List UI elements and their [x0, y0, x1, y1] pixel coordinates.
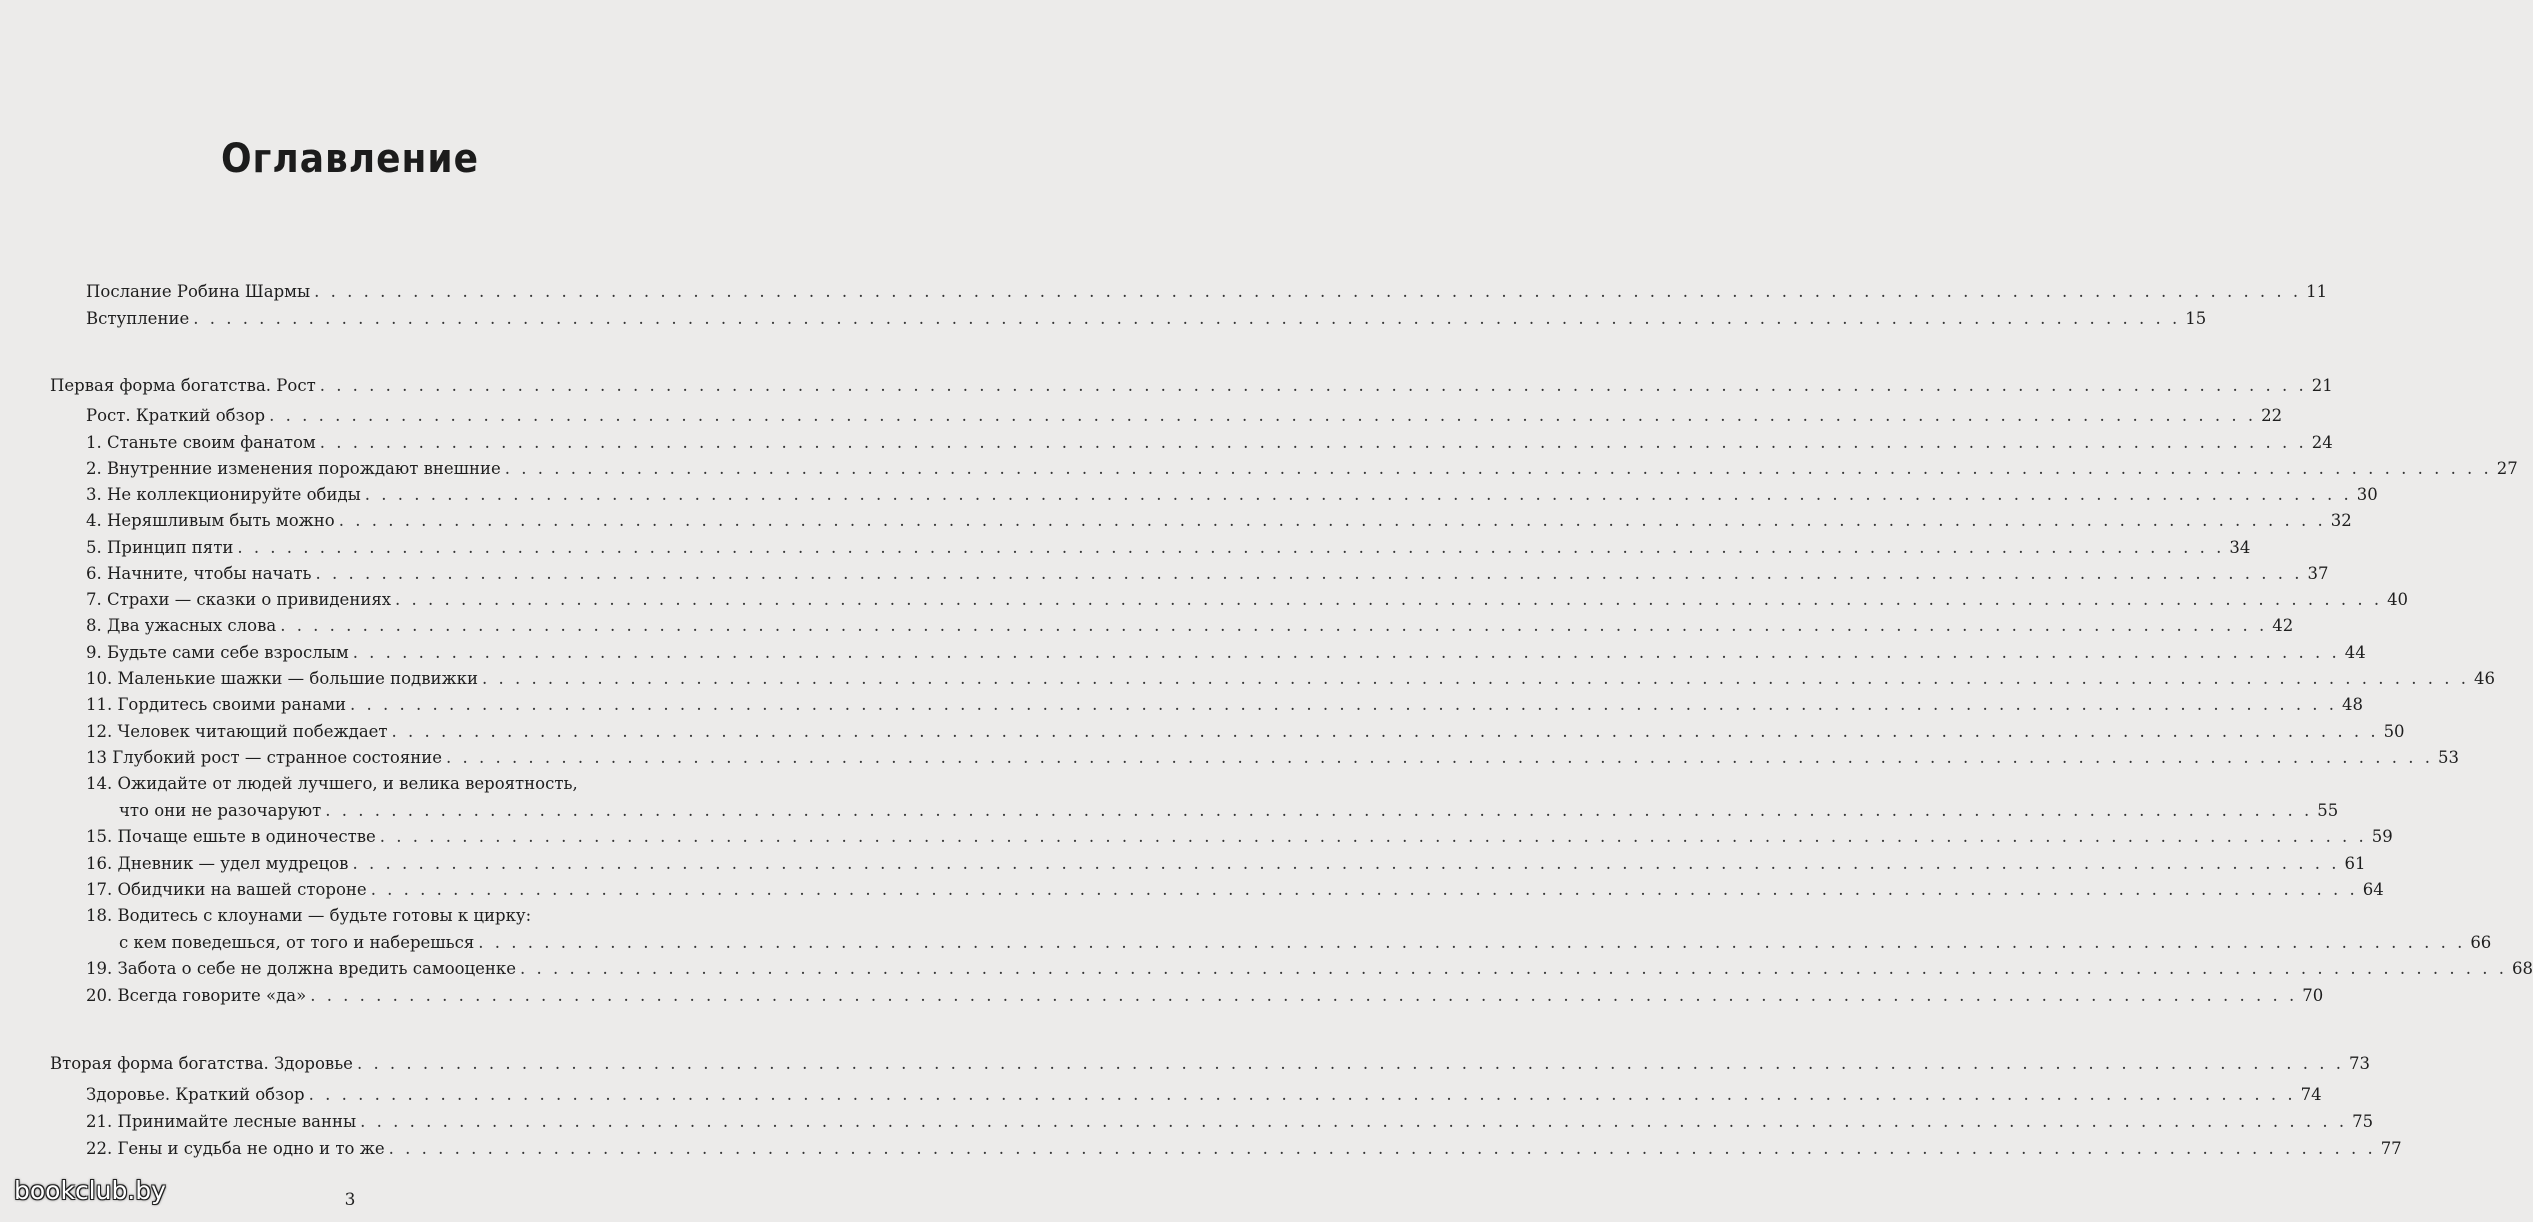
toc-page-number: 59 — [2371, 827, 2393, 846]
toc-entry-title: 16. Дневник — удел мудрецов — [86, 854, 349, 873]
toc-entry-title: Рост. Краткий обзор — [86, 406, 266, 425]
leader-dots — [193, 307, 2180, 331]
toc-entry-title: 21. Принимайте лесные ванны — [86, 1112, 357, 1131]
toc-entry — [0, 404, 2283, 428]
toc-entry — [0, 825, 2393, 849]
leader-dots — [389, 1137, 2376, 1161]
toc-entry — [0, 667, 2495, 691]
toc-entry — [0, 536, 2251, 560]
toc-entry-title: Вторая форма богатства. Здоровье — [50, 1054, 353, 1073]
toc-page-number: 74 — [2300, 1085, 2322, 1104]
leader-dots — [325, 799, 2312, 823]
toc-entry-title: 20. Всегда говорите «да» — [86, 986, 307, 1005]
toc-entry — [0, 957, 2533, 981]
toc-entry — [0, 588, 2409, 612]
toc-entry-title-continued: с кем поведешься, от того и наберешься — [119, 933, 475, 952]
leader-dots — [482, 667, 2469, 691]
toc-page-number: 55 — [2317, 801, 2339, 820]
toc-entry-title: Первая форма богатства. Рост — [50, 376, 316, 395]
toc-entry — [0, 1137, 2402, 1161]
leader-dots — [478, 931, 2465, 955]
toc-entry — [0, 1083, 2322, 1107]
toc-page-number: 22 — [2261, 406, 2283, 425]
watermark-logo: bookclub.by — [14, 1176, 166, 1205]
toc-entry — [0, 562, 2329, 586]
leader-dots — [365, 483, 2352, 507]
leader-dots — [352, 852, 2339, 876]
toc-entry — [0, 984, 2324, 1008]
toc-page-number: 44 — [2344, 643, 2366, 662]
toc-entry — [0, 1110, 2374, 1134]
toc-entry — [0, 307, 2207, 331]
toc-entry — [0, 431, 2333, 455]
toc-entry-title: 18. Водитесь с клоунами — будьте готовы к цирку: — [86, 906, 532, 925]
toc-page-number: 15 — [2185, 309, 2207, 328]
toc-entry — [0, 931, 2492, 955]
toc-entry-title: 5. Принцип пяти — [86, 538, 234, 557]
leader-dots — [392, 720, 2379, 744]
toc-page-number: 53 — [2438, 748, 2459, 767]
toc-page-number: 68 — [2512, 959, 2533, 978]
toc-page-number: 32 — [2330, 511, 2352, 530]
leader-dots — [360, 1110, 2347, 1134]
toc-entry-title: 14. Ожидайте от людей лучшего, и велика вероятность, — [86, 774, 578, 793]
toc-entry — [0, 457, 2518, 481]
leader-dots — [315, 562, 2302, 586]
leader-dots — [395, 588, 2382, 612]
toc-entry-line — [0, 904, 770, 928]
toc-entry — [0, 746, 2459, 770]
toc-entry-title: 10. Маленькие шажки — большие подвижки — [86, 669, 478, 688]
leader-dots — [350, 693, 2337, 717]
toc-entry — [0, 509, 2352, 533]
toc-entry-title: 6. Начните, чтобы начать — [86, 564, 312, 583]
toc-page-number: 73 — [2348, 1054, 2370, 1073]
toc-page-number: 75 — [2352, 1112, 2374, 1131]
toc-page-number: 27 — [2496, 459, 2518, 478]
toc-entry-title: 2. Внутренние изменения порождают внешние — [86, 459, 501, 478]
toc-entry — [0, 614, 2294, 638]
toc-page-number: 11 — [2306, 282, 2328, 301]
toc-entry — [0, 852, 2366, 876]
toc-entry-title: 4. Неряшливым быть можно — [86, 511, 335, 530]
toc-entry-title: 17. Обидчики на вашей стороне — [86, 880, 367, 899]
toc-entry — [0, 720, 2405, 744]
toc-page-number: 61 — [2344, 854, 2366, 873]
leader-dots — [269, 404, 2256, 428]
toc-entry — [0, 280, 2328, 304]
toc-page-number: 46 — [2473, 669, 2495, 688]
leader-dots — [309, 1083, 2296, 1107]
toc-page-number: 30 — [2356, 485, 2378, 504]
leader-dots — [371, 878, 2358, 902]
toc-page-number: 37 — [2307, 564, 2329, 583]
toc-entry-title: 15. Почаще ешьте в одиночестве — [86, 827, 376, 846]
leader-dots — [446, 746, 2433, 770]
leader-dots — [380, 825, 2367, 849]
leader-dots — [357, 1052, 2344, 1076]
toc-entry-title: Послание Робина Шармы — [86, 282, 311, 301]
toc-page-number: 77 — [2380, 1139, 2402, 1158]
leader-dots — [320, 374, 2307, 398]
toc-page-number: 48 — [2342, 695, 2364, 714]
toc-section-entry — [0, 1052, 2370, 1076]
leader-dots — [505, 457, 2492, 481]
toc-entry — [0, 799, 2339, 823]
toc-entry-title: Вступление — [86, 309, 190, 328]
toc-entry — [0, 693, 2364, 717]
leader-dots — [314, 280, 2301, 304]
page-title: Оглавление — [220, 136, 480, 182]
leader-dots — [320, 431, 2307, 455]
leader-dots — [520, 957, 2507, 981]
toc-entry — [0, 641, 2366, 665]
leader-dots — [339, 509, 2326, 533]
leader-dots — [280, 614, 2267, 638]
toc-entry-title: 12. Человек читающий побеждает — [86, 722, 388, 741]
toc-page-number: 64 — [2362, 880, 2384, 899]
toc-entry — [0, 878, 2384, 902]
toc-entry-title: 22. Гены и судьба не одно и то же — [86, 1139, 385, 1158]
toc-entry-title: 19. Забота о себе не должна вредить самооценке — [86, 959, 517, 978]
toc-entry-title-continued: что они не разочаруют — [119, 801, 322, 820]
toc-page-number: 21 — [2311, 376, 2333, 395]
toc-page-number: 66 — [2470, 933, 2492, 952]
toc-entry-title: 11. Гордитесь своими ранами — [86, 695, 347, 714]
toc-entry-title: 8. Два ужасных слова — [86, 616, 277, 635]
leader-dots — [237, 536, 2224, 560]
toc-entry-title: 3. Не коллекционируйте обиды — [86, 485, 361, 504]
toc-page-number: 34 — [2229, 538, 2251, 557]
toc-entry-line — [0, 772, 770, 796]
toc-page-number: 40 — [2387, 590, 2409, 609]
toc-page-number: 24 — [2311, 433, 2333, 452]
toc-section-entry — [0, 374, 2333, 398]
leader-dots — [353, 641, 2340, 665]
toc-entry-title: 9. Будьте сами себе взрослым — [86, 643, 349, 662]
toc-entry-title: 7. Страхи — сказки о привидениях — [86, 590, 392, 609]
toc-page-number: 42 — [2272, 616, 2294, 635]
toc-entry-title: 13 Глубокий рост — странное состояние — [86, 748, 442, 767]
toc-page-number: 50 — [2383, 722, 2405, 741]
page-number: 3 — [344, 1190, 356, 1210]
toc-page-number: 70 — [2302, 986, 2324, 1005]
toc-entry — [0, 483, 2378, 507]
leader-dots — [310, 984, 2297, 1008]
toc-entry-title: 1. Станьте своим фанатом — [86, 433, 316, 452]
toc-entry-title: Здоровье. Краткий обзор — [86, 1085, 305, 1104]
